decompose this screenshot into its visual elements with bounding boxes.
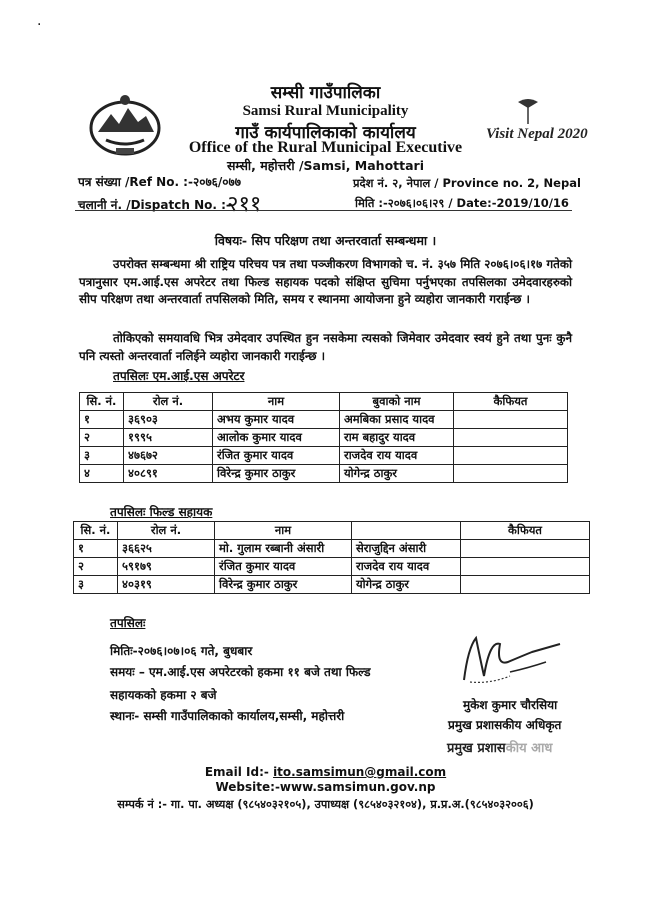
table-row	[74, 540, 590, 558]
mis-operator-table	[79, 392, 568, 483]
body-paragraph-1: उपरोक्त सम्बन्धमा श्री राष्ट्रिय परिचय पत्र तथा पञ्जीकरण विभागको च. नं. ३५७ मिति २०७६।०६।१७ गतेको पत्रानुसार एम.आई.एस अपरेटर तथा फिल्ड सहायक पदको संक्षिप्त सुचिमा पर्नुभएका तपसिलका उमेदवारहरुको सीप परिक्षण तथा अन्तरवार्ता तपसिलको मिति, समय र स्थानमा आयोजना हुने व्यहोरा जानकारी गराईन्छ ।	[79, 257, 572, 306]
cell	[454, 429, 568, 447]
cell	[454, 447, 568, 465]
table-row	[74, 576, 590, 594]
cell: योगेन्द्र ठाकुर	[340, 465, 454, 483]
details-time-line-1: समयः – एम.आई.एस अपरेटरको हकमा ११ बजे तथा फिल्ड	[110, 665, 371, 679]
table-row	[80, 411, 568, 429]
cell: १९९५	[124, 429, 213, 447]
stamp-text-faded: कीय आध	[505, 741, 553, 756]
signatory-post: प्रमुख प्रशासकीय अधिकृत	[448, 718, 562, 732]
office-address: सम्सी, महोत्तरी /Samsi, Mahottari	[226, 158, 425, 173]
details-time-line-2: सहायकको हकमा २ बजे	[110, 688, 217, 702]
cell: सेराजुद्दिन अंसारी	[352, 540, 461, 558]
table1-label: तपसिलः एम.आई.एस अपरेटर	[113, 369, 245, 383]
footer-contact: सम्पर्क नं :- गा. पा. अध्यक्ष (९८५४०३२१०५), उपाध्यक्ष (९८५४०३२१०४), प्र.प्र.अ.(९८५४०३२००६)	[117, 798, 534, 811]
ref-number: पत्र संख्या /Ref No. :-२०७६/०७७	[78, 175, 242, 189]
cell: १	[74, 540, 118, 558]
footer-email	[0, 765, 651, 779]
cell: ५९१७९	[118, 558, 215, 576]
col-header: कैफियत	[461, 522, 590, 540]
email-link[interactable]: ito.samsimun@gmail.com	[273, 765, 447, 779]
cell: विरेन्द्र कुमार ठाकुर	[215, 576, 352, 594]
cell: राजदेव राय यादव	[352, 558, 461, 576]
footer-website[interactable]: Website:-www.samsimun.gov.np	[215, 780, 436, 794]
table-header-row	[74, 522, 590, 540]
municipality-name-en: Samsi Rural Municipality	[242, 103, 409, 119]
table2-label: तपसिलः फिल्ड सहायक	[110, 505, 213, 519]
cell: रंजित कुमार यादव	[215, 558, 352, 576]
col-header: सि. नं.	[80, 393, 124, 411]
cell: ३	[80, 447, 124, 465]
subject-line: विषयः- सिप परिक्षण तथा अन्तरवार्ता सम्बन्धमा ।	[214, 233, 437, 248]
cell: योगेन्द्र ठाकुर	[352, 576, 461, 594]
body-paragraph-2: तोकिएको समयावधि भित्र उमेदवार उपस्थित हुन नसकेमा त्यसको जिमेवार उमेदवार स्वयं हुने तथा पुनः कुनै पनि त्यस्तो अन्तरवार्ता नलिईने व्यहोरा जानकारी गराईन्छ ।	[79, 331, 572, 363]
cell: २	[80, 429, 124, 447]
cell: अभय कुमार यादव	[213, 411, 340, 429]
official-stamp	[447, 738, 552, 756]
table-row	[80, 429, 568, 447]
dispatch-label: चलानी नं. /Dispatch No. :-	[78, 198, 231, 212]
cell: मो. गुलाम रब्बानी अंसारी	[215, 540, 352, 558]
municipality-name-np: सम्सी गाउँपालिका	[270, 83, 381, 103]
cell: ४	[80, 465, 124, 483]
office-name-en: Office of the Rural Municipal Executive	[188, 139, 463, 156]
logo-text: Visit Nepal 2020	[486, 126, 588, 142]
cell: ४०३१९	[118, 576, 215, 594]
col-header	[352, 522, 461, 540]
signature-image	[450, 618, 570, 688]
cell	[461, 576, 590, 594]
col-header: नाम	[215, 522, 352, 540]
cell: रंजित कुमार यादव	[213, 447, 340, 465]
cell: विरेन्द्र कुमार ठाकुर	[213, 465, 340, 483]
email-label: Email Id:-	[204, 765, 274, 779]
cell: अमबिका प्रसाद यादव	[340, 411, 454, 429]
cell: २	[74, 558, 118, 576]
table-row	[80, 447, 568, 465]
cell	[454, 465, 568, 483]
cell: १	[80, 411, 124, 429]
cell: राम बहादुर यादव	[340, 429, 454, 447]
col-header: सि. नं.	[74, 522, 118, 540]
visit-nepal-logo	[484, 98, 588, 152]
cell: आलोक कुमार यादव	[213, 429, 340, 447]
cell	[461, 558, 590, 576]
cell: ३६९०३	[124, 411, 213, 429]
table-row	[74, 558, 590, 576]
col-header: रोल नं.	[118, 522, 215, 540]
cell: ४७६७२	[124, 447, 213, 465]
cell: ३	[74, 576, 118, 594]
details-place: स्थानः- सम्सी गाउँपालिकाको कार्यालय,सम्सी, महोत्तरी	[110, 709, 345, 723]
cell: राजदेव राय यादव	[340, 447, 454, 465]
col-header: नाम	[213, 393, 340, 411]
table-row	[80, 465, 568, 483]
province-line: प्रदेश नं. २, नेपाल / Province no. 2, Nepal	[353, 176, 581, 190]
header-divider	[75, 210, 572, 211]
scan-mark: ·	[37, 17, 42, 33]
cell	[461, 540, 590, 558]
cell	[454, 411, 568, 429]
table-header-row	[80, 393, 568, 411]
dispatch-number-handwritten: २११	[227, 192, 262, 217]
cell: ३६६२५	[118, 540, 215, 558]
stamp-text: प्रमुख प्रशास	[447, 741, 506, 756]
office-name-np: गाउँ कार्यपालिकाको कार्यालय	[235, 123, 416, 143]
details-title: तपसिलः	[110, 616, 146, 630]
col-header: रोल नं.	[124, 393, 213, 411]
col-header: कैफियत	[454, 393, 568, 411]
field-assistant-table	[73, 521, 590, 594]
cell: ४०८९१	[124, 465, 213, 483]
col-header: बुवाको नाम	[340, 393, 454, 411]
signatory-name: मुकेश कुमार चौरसिया	[463, 698, 558, 712]
date-line: मिति :-२०७६।०६।२९ / Date:-2019/10/16	[355, 196, 569, 210]
details-date: मितिः-२०७६।०७।०६ गते, बुधबार	[110, 644, 253, 658]
